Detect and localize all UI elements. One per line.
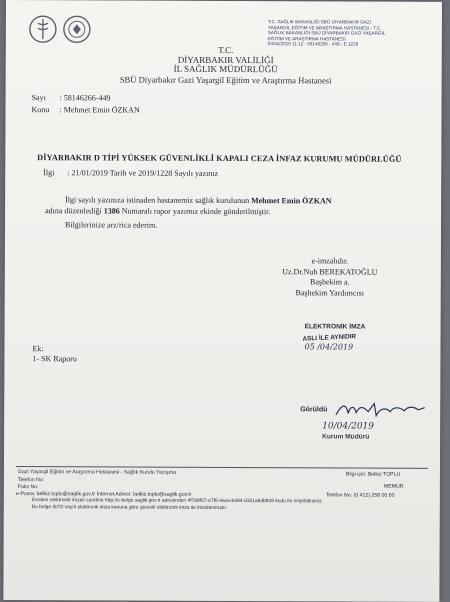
addressee: DİYARBAKIR D TİPİ YÜKSEK GÜVENLİKLİ KAPALI CEZA İNFAZ KURUMU MÜDÜRLÜĞÜ <box>37 153 402 164</box>
header-hospital: SBÜ Diyarbakır Gazi Yaşargil Eğitim ve Araştırma Hastanesi <box>119 74 332 86</box>
top-stamp-line: 04/02/2019 11:12 - 58146266 - 449 - E.1228 <box>267 41 359 47</box>
closing-line: Bilgilerinize arz/rica ederim. <box>65 220 158 230</box>
footer-fax-label: Faks No: <box>17 484 39 491</box>
sayi-value: : 58146266-449 <box>59 93 111 103</box>
report-number: 1386 <box>103 206 120 216</box>
handwritten-signature-icon <box>334 399 426 419</box>
footer-law-note: Bu belge 5070 sayılı elektronik imza kanuna göre güvenli elektronik imza ile imzalanmıştır. <box>31 505 228 511</box>
footer-verify: Evrakın elektronik imzalı suretine http://e-belge.saglik.gov.tr adresinden 4f788f57-e7f6-4aca-b494-d151a8db928 kodu ile erişebilirsiniz. <box>31 498 323 505</box>
footer-department: Gazi Yaşargil Eğitim ve Araştırma Hastanesi - Sağlık Kurulu Yazışma <box>17 469 176 476</box>
ilgi-label: İlgi <box>43 168 55 178</box>
header-directorate: İL SAĞLIK MÜDÜRLÜĞÜ <box>173 63 278 75</box>
header-governorship: DİYARBAKIR VALİLİĞİ <box>177 54 274 66</box>
body-line-2-rest: Numaralı rapor yazımız ekinde gönderilmiştir. <box>119 206 271 217</box>
header-tc: T.C. <box>218 44 234 55</box>
patient-name: Mehmet Emin ÖZKAN <box>251 196 332 206</box>
body-line-2 <box>45 206 270 216</box>
top-stamp-line: SAĞLIK BAKANLIĞI SBÜ DİYARBAKIR GAZİ YAŞARGİL <box>267 30 386 36</box>
attachments-label: Ek: <box>32 344 44 354</box>
signer-title-2: Başhekim Yardımcısı <box>295 288 364 298</box>
top-stamp <box>268 19 426 48</box>
university-logo-icon <box>62 14 92 44</box>
footer-email: e-Posta: belkiz.toplu@saglik.gov.tr İnternet Adresi: belkiz.toplu@saglik.gov.tr <box>15 491 192 498</box>
ilgi-value: : 21/01/2019 Tarih ve 2019/1228 Sayılı yazınız <box>67 168 219 178</box>
copy-stamp-date: 05 /04/2019 <box>304 342 354 352</box>
e-sign-note: e-imzalıdır. <box>311 256 349 266</box>
ministry-logo-icon <box>28 14 58 44</box>
body-line-1 <box>65 195 331 205</box>
footer-tel-label: Telefon No: <box>17 477 45 484</box>
seen-stamp-date: 10/04/2019 <box>322 421 375 432</box>
top-stamp-line: YAŞARGİL EĞİTİM VE ARAŞTIRMA HASTANESİ - T.C. <box>267 24 382 31</box>
body-line-1-text: İlgi sayılı yazınıza istinaden hastanemiz sağlık kurulunun <box>65 195 252 206</box>
copy-stamp-line-1: ELEKTRONİK İMZA <box>304 323 366 331</box>
footer-contact-person: Bilgi için: Belkiz TOPLU <box>345 471 401 478</box>
top-stamp-line: EĞİTİM VE ARAŞTIRMA HASTANESİ <box>267 35 346 42</box>
signer-title-1: Başhekim a. <box>309 277 350 287</box>
seen-stamp-label: Görüldü <box>300 406 328 414</box>
copy-stamp-line-2: ASLI İLE AYNIDIR <box>302 333 357 343</box>
attachment-item: 1- SK Raporu <box>32 354 77 364</box>
footer-phone: Telefon No: (0 412) 258 00 60 <box>325 492 395 499</box>
konu-label: Konu <box>31 105 50 115</box>
seen-stamp-caption: Kurum Müdürü <box>322 433 370 441</box>
document-page <box>3 0 442 602</box>
konu-value: : Mehmet Emin ÖZKAN <box>59 105 140 115</box>
top-stamp-line: T.C. SAĞLIK BAKANLIĞI SBÜ DİYARBAKIR GAZİ <box>267 19 371 25</box>
footer-role: MEMUR <box>383 483 404 490</box>
signer-name: Uz.Dr.Nuh BEREKATOĞLU <box>282 267 378 277</box>
sayi-label: Sayı <box>31 93 46 103</box>
body-line-2-text: adına düzenlediği <box>45 206 104 216</box>
